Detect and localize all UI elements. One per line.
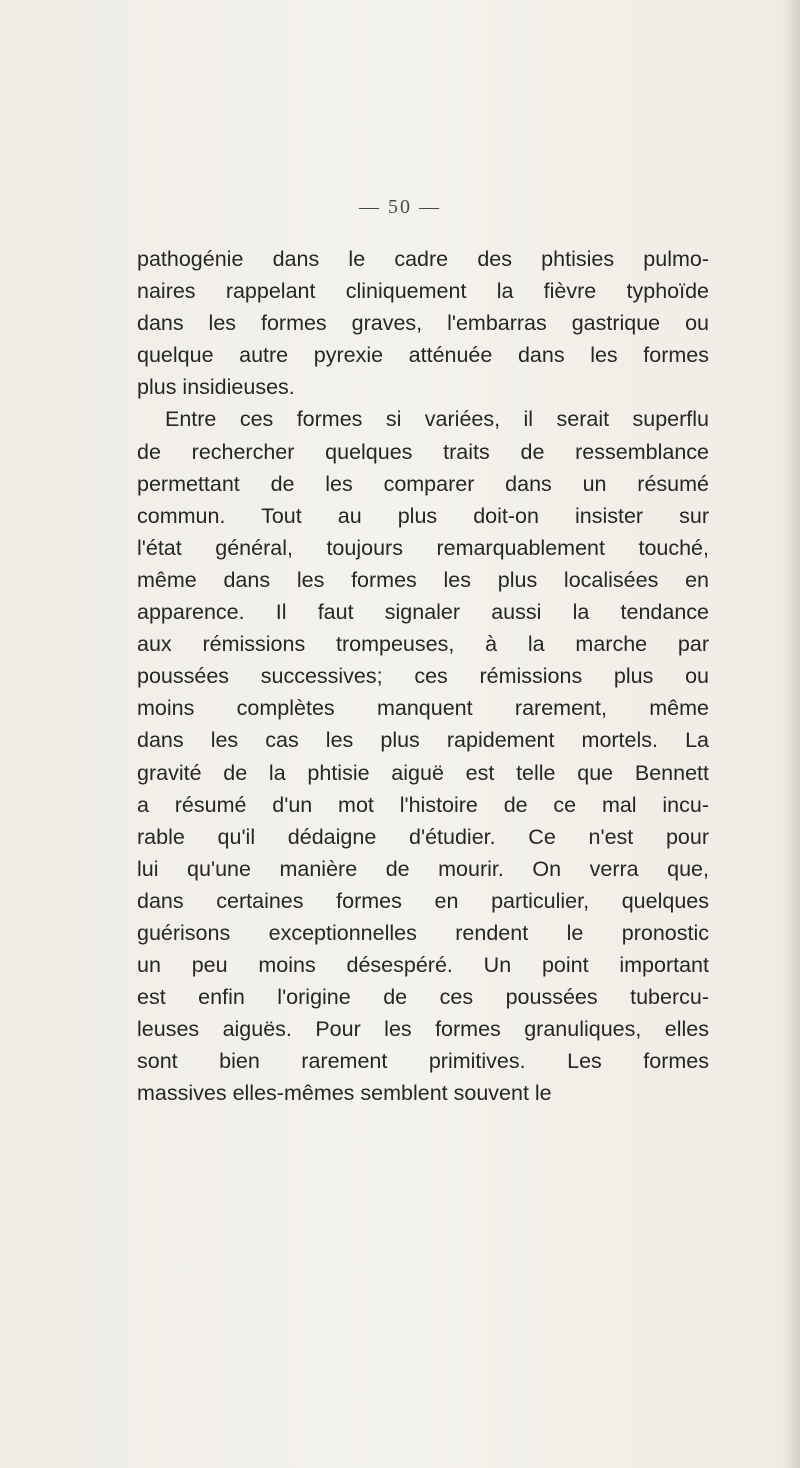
text-line: rable qu'il dédaigne d'étudier. Ce n'est pour [137,824,709,849]
page-edge-shadow [782,0,800,1468]
text-line: l'état général, toujours remarquablement touché, [137,535,709,560]
text-line: poussées successives; ces rémissions plus ou [137,664,709,689]
text-line: apparence. Il faut signaler aussi la tendance [137,600,709,625]
text-line: massives elles-mêmes semblent souvent le [137,1081,552,1106]
text-line: même dans les formes les plus localisées en [137,567,709,592]
text-line: de rechercher quelques traits de ressemblance [137,439,709,464]
text-line: pathogénie dans le cadre des phtisies pulmo- [137,247,709,271]
text-line: dans certaines formes en particulier, quelques [137,888,709,913]
text-line: quelque autre pyrexie atténuée dans les formes [137,343,709,368]
text-line: un peu moins désespéré. Un point important [137,953,709,978]
text-line: est enfin l'origine de ces poussées tubercu- [137,985,709,1010]
text-line: dans les cas les plus rapidement mortels. La [137,728,709,753]
text-line: a résumé d'un mot l'histoire de ce mal incu- [137,792,709,817]
text-line: plus insidieuses. [137,375,295,400]
text-line: naires rappelant cliniquement la fièvre typhoïde [137,279,709,304]
text-line: leuses aiguës. Pour les formes granuliques, elles [137,1017,709,1042]
text-line: dans les formes graves, l'embarras gastrique ou [137,311,709,336]
text-line: gravité de la phtisie aiguë est telle que Bennett [137,760,709,785]
text-line: aux rémissions trompeuses, à la marche par [137,632,709,657]
text-line: commun. Tout au plus doit-on insister sur [137,503,709,528]
body-text [137,243,709,1110]
text-line: sont bien rarement primitives. Les formes [137,1049,709,1074]
text-line: moins complètes manquent rarement, même [137,696,709,721]
page-number: — 50 — [359,196,441,218]
text-line: permettant de les comparer dans un résumé [137,471,709,496]
text-line: Entre ces formes si variées, il serait superflu [165,407,709,432]
text-line: guérisons exceptionnelles rendent le pronostic [137,920,709,945]
text-line: lui qu'une manière de mourir. On verra que, [137,856,709,881]
